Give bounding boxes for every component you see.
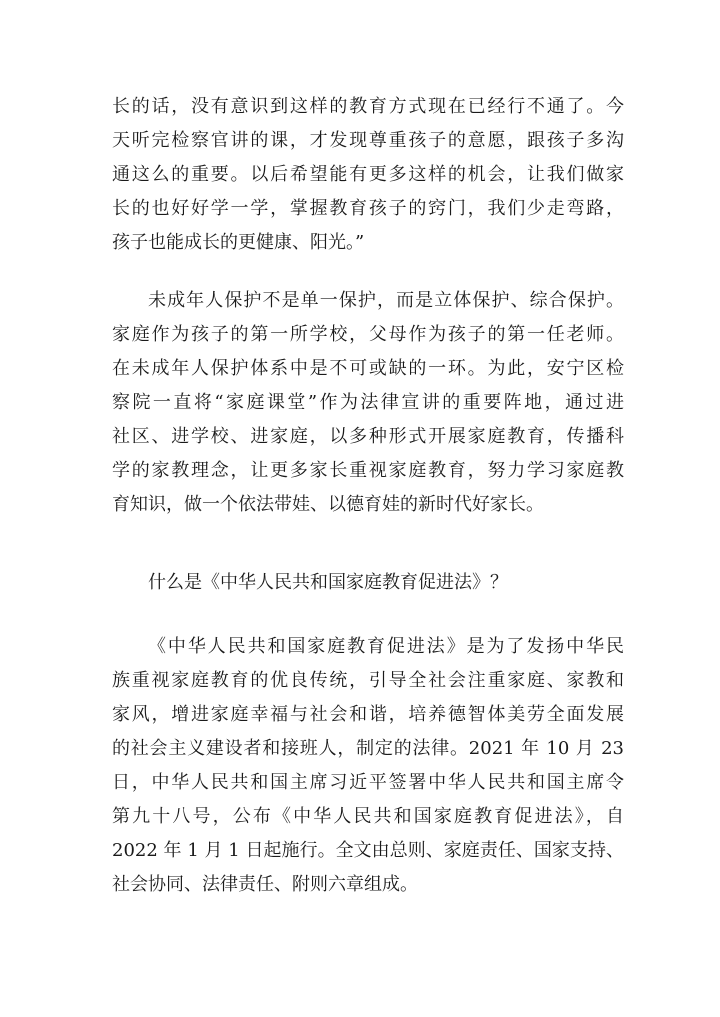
text-line: 未成年人保护不是单一保护，而是立体保护、综合保护。 (148, 290, 624, 311)
text-line: 孩子也能成长的更健康、阳光。” (112, 232, 365, 253)
text-line: 什么是《中华人民共和国家庭教育促进法》？ (148, 572, 508, 593)
text-line: 《中华人民共和国家庭教育促进法》是为了发扬中华民 (148, 636, 624, 657)
text-line: 察院一直将“家庭课堂”作为法律宣讲的重要阵地，通过进 (112, 392, 624, 413)
text-line: 2022 年 1 月 1 日起施行。全文由总则、家庭责任、国家支持、 (112, 840, 624, 861)
text-line: 通这么的重要。以后希望能有更多这样的机会，让我们做家 (112, 164, 624, 185)
text-line: 长的也好好学一学，掌握教育孩子的窍门，我们少走弯路， (112, 198, 624, 219)
text-line: 社会协同、法律责任、附则六章组成。 (112, 874, 418, 895)
text-line: 日，中华人民共和国主席习近平签署中华人民共和国主席令 (112, 772, 624, 793)
text-line: 天听完检察官讲的课，才发现尊重孩子的意愿，跟孩子多沟 (112, 130, 624, 151)
text-line: 学的家教理念，让更多家长重视家庭教育，努力学习家庭教 (112, 460, 624, 481)
paragraph-law-description (112, 630, 624, 902)
text-line: 家庭作为孩子的第一所学校，父母作为孩子的第一任老师。 (112, 324, 624, 345)
paragraph-parent-quote (112, 90, 624, 260)
text-line: 在未成年人保护体系中是不可或缺的一环。为此，安宁区检 (112, 358, 624, 379)
section-question-heading (112, 566, 624, 600)
text-line: 社区、进学校、进家庭，以多种形式开展家庭教育，传播科 (112, 426, 624, 447)
text-line: 第九十八号，公布《中华人民共和国家庭教育促进法》，自 (112, 806, 624, 827)
text-line: 的社会主义建设者和接班人，制定的法律。2021 年 10 月 23 (112, 738, 624, 759)
text-line: 长的话，没有意识到这样的教育方式现在已经行不通了。今 (112, 96, 624, 117)
paragraph-minor-protection (112, 284, 624, 522)
text-line: 家风，增进家庭幸福与社会和谐，培养德智体美劳全面发展 (112, 704, 624, 725)
text-line: 族重视家庭教育的优良传统，引导全社会注重家庭、家教和 (112, 670, 624, 691)
text-line: 育知识，做一个依法带娃、以德育娃的新时代好家长。 (112, 494, 544, 515)
